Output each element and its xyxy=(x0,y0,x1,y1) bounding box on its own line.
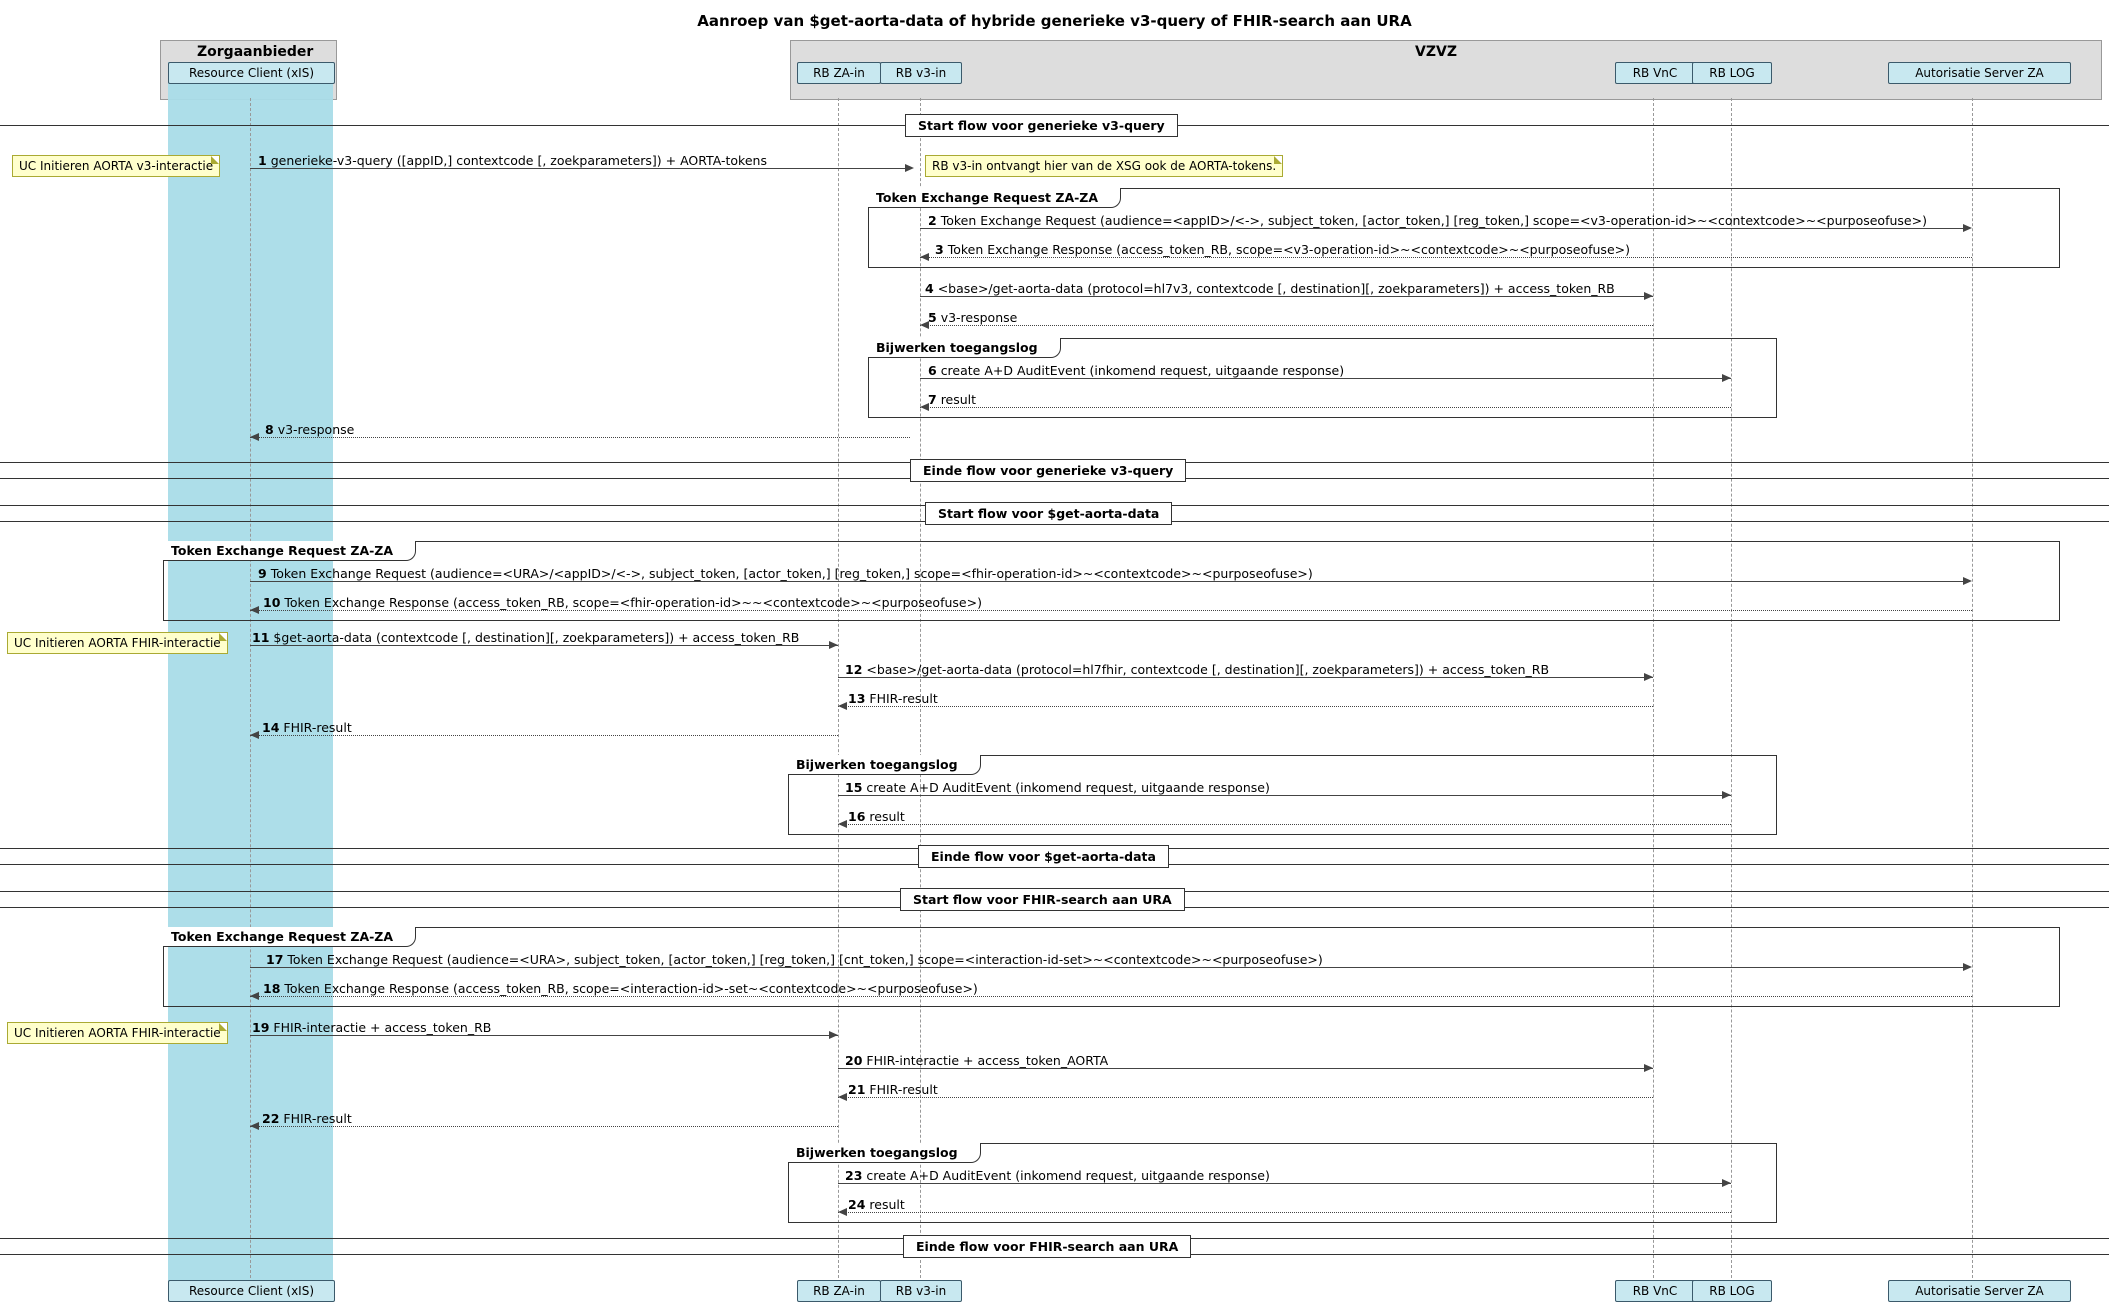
message-19-line xyxy=(250,1035,838,1036)
frame-token-exchange-3-label: Token Exchange Request ZA-ZA xyxy=(163,927,416,947)
message-5-label xyxy=(928,310,1017,325)
message-18-label xyxy=(263,981,978,996)
message-11-text: $get-aorta-data (contextcode [, destination][, zoekparameters]) + access_token_RB xyxy=(273,630,800,645)
message-17-number: 17 xyxy=(266,952,284,967)
message-1-text: generieke-v3-query ([appID,] contextcode [, zoekparameters]) + AORTA-tokens xyxy=(270,153,767,168)
message-16-label xyxy=(848,809,905,824)
divider-start-v3-query: Start flow voor generieke v3-query xyxy=(905,114,1178,137)
message-6-number: 6 xyxy=(928,363,937,378)
message-12-text: <base>/get-aorta-data (protocol=hl7fhir, contextcode [, destination][, zoekparameters]) + access_token_RB xyxy=(866,662,1550,677)
message-16-arrow xyxy=(838,820,847,828)
frame-bijwerken-toegangslog-2-label: Bijwerken toegangslog xyxy=(788,755,981,775)
note-uc-initieren-aorta-fhir-1: UC Initieren AORTA FHIR-interactie xyxy=(7,632,228,654)
message-18-arrow xyxy=(250,992,259,1000)
message-18-line xyxy=(250,996,1972,997)
message-1-number: 1 xyxy=(258,153,267,168)
message-24-number: 24 xyxy=(848,1197,866,1212)
participant-autorisatie-server-za-top[interactable]: Autorisatie Server ZA xyxy=(1888,62,2071,84)
message-24-arrow xyxy=(838,1208,847,1216)
divider-einde-v3-query: Einde flow voor generieke v3-query xyxy=(910,459,1186,482)
message-6-arrow xyxy=(1722,374,1731,382)
message-2-label xyxy=(928,213,1927,228)
message-9-label xyxy=(258,566,1313,581)
message-3-number: 3 xyxy=(935,242,944,257)
message-23-label xyxy=(845,1168,1270,1183)
message-15-label xyxy=(845,780,1270,795)
message-17-line xyxy=(250,967,1964,968)
message-20-text: FHIR-interactie + access_token_AORTA xyxy=(866,1053,1109,1068)
message-15-arrow xyxy=(1722,791,1731,799)
participant-rb-v3-in-bottom[interactable]: RB v3-in xyxy=(880,1280,962,1302)
message-22-text: FHIR-result xyxy=(283,1111,352,1126)
divider-einde-get-aorta-data: Einde flow voor $get-aorta-data xyxy=(918,845,1169,868)
message-14-text: FHIR-result xyxy=(283,720,352,735)
message-24-text: result xyxy=(869,1197,905,1212)
message-20-line xyxy=(838,1068,1653,1069)
message-17-label xyxy=(266,952,1323,967)
message-10-text: Token Exchange Response (access_token_RB, scope=<fhir-operation-id>~~<contextcode>~<purposeofuse>) xyxy=(284,595,982,610)
message-18-number: 18 xyxy=(263,981,281,996)
frame-bijwerken-toegangslog-3-label: Bijwerken toegangslog xyxy=(788,1143,981,1163)
message-4-arrow xyxy=(1644,292,1653,300)
message-16-line xyxy=(838,824,1731,825)
group-label-vzvz: VZVZ xyxy=(1415,44,1457,60)
message-16-text: result xyxy=(869,809,905,824)
message-14-arrow xyxy=(250,731,259,739)
participant-autorisatie-server-za-bottom[interactable]: Autorisatie Server ZA xyxy=(1888,1280,2071,1302)
message-10-arrow xyxy=(250,606,259,614)
frame-token-exchange-1-label: Token Exchange Request ZA-ZA xyxy=(868,188,1121,208)
message-12-arrow xyxy=(1644,673,1653,681)
message-4-line xyxy=(920,296,1653,297)
message-14-label xyxy=(262,720,352,735)
message-11-number: 11 xyxy=(252,630,270,645)
message-21-number: 21 xyxy=(848,1082,866,1097)
message-1-arrow xyxy=(905,164,914,172)
participant-rb-za-in-top[interactable]: RB ZA-in xyxy=(797,62,881,84)
message-13-number: 13 xyxy=(848,691,866,706)
message-7-text: result xyxy=(940,392,977,407)
message-4-number: 4 xyxy=(925,281,934,296)
message-22-line xyxy=(250,1126,838,1127)
message-19-label xyxy=(252,1020,491,1035)
message-10-label xyxy=(263,595,982,610)
message-1-line xyxy=(250,168,910,169)
message-24-line xyxy=(838,1212,1731,1213)
divider-start-get-aorta-data: Start flow voor $get-aorta-data xyxy=(925,502,1172,525)
lifeline-autorisatie-server-za xyxy=(1972,98,1973,1288)
message-15-number: 15 xyxy=(845,780,863,795)
divider-einde-fhir-search: Einde flow voor FHIR-search aan URA xyxy=(903,1235,1191,1258)
message-21-line xyxy=(838,1097,1653,1098)
message-12-label xyxy=(845,662,1549,677)
participant-resource-client-top[interactable]: Resource Client (xIS) xyxy=(168,62,335,84)
note-uc-initieren-aorta-fhir-2: UC Initieren AORTA FHIR-interactie xyxy=(7,1022,228,1044)
message-11-arrow xyxy=(829,641,838,649)
message-9-text: Token Exchange Request (audience=<URA>/<appID>/<->, subject_token, [actor_token,] [reg_token,] scope=<fhir-operation-id>~<contextcode>~<purposeofuse>) xyxy=(270,566,1313,581)
message-11-line xyxy=(250,645,838,646)
message-3-line xyxy=(920,257,1972,258)
message-17-text: Token Exchange Request (audience=<URA>, subject_token, [actor_token,] [reg_token,] [cnt_token,] scope=<interaction-id-set>~<contextcode>~<purposeofuse>) xyxy=(287,952,1323,967)
message-2-arrow xyxy=(1963,224,1972,232)
message-22-label xyxy=(262,1111,352,1126)
participant-rb-za-in-bottom[interactable]: RB ZA-in xyxy=(797,1280,881,1302)
participant-rb-vnc-bottom[interactable]: RB VnC xyxy=(1615,1280,1695,1302)
message-3-arrow xyxy=(920,253,929,261)
message-12-line xyxy=(838,677,1653,678)
message-22-number: 22 xyxy=(262,1111,280,1126)
group-label-zorgaanbieder: Zorgaanbieder xyxy=(197,44,314,60)
message-3-text: Token Exchange Response (access_token_RB, scope=<v3-operation-id>~<contextcode>~<purposeofuse>) xyxy=(947,242,1630,257)
message-18-text: Token Exchange Response (access_token_RB, scope=<interaction-id>-set~<contextcode>~<purposeofuse>) xyxy=(284,981,978,996)
divider-start-fhir-search: Start flow voor FHIR-search aan URA xyxy=(900,888,1185,911)
frame-token-exchange-2-label: Token Exchange Request ZA-ZA xyxy=(163,541,416,561)
message-9-arrow xyxy=(1963,577,1972,585)
message-23-line xyxy=(838,1183,1731,1184)
message-22-arrow xyxy=(250,1122,259,1130)
message-5-line xyxy=(920,325,1653,326)
participant-rb-log-bottom[interactable]: RB LOG xyxy=(1692,1280,1772,1302)
message-15-line xyxy=(838,795,1731,796)
message-4-text: <base>/get-aorta-data (protocol=hl7v3, contextcode [, destination][, zoekparameters]) + access_token_RB xyxy=(937,281,1615,296)
message-14-number: 14 xyxy=(262,720,280,735)
participant-resource-client-bottom[interactable]: Resource Client (xIS) xyxy=(168,1280,335,1302)
message-4-label xyxy=(925,281,1615,296)
message-2-line xyxy=(920,228,1964,229)
message-13-arrow xyxy=(838,702,847,710)
message-6-text: create A+D AuditEvent (inkomend request, uitgaande response) xyxy=(940,363,1345,378)
message-2-number: 2 xyxy=(928,213,937,228)
message-8-label xyxy=(265,422,354,437)
lifeline-resource-client xyxy=(250,98,251,1288)
note-uc-initieren-aorta-v3: UC Initieren AORTA v3-interactie xyxy=(12,155,220,177)
lifeline-rb-vnc xyxy=(1653,98,1654,1288)
message-1-label xyxy=(258,153,767,168)
message-12-number: 12 xyxy=(845,662,863,677)
message-10-line xyxy=(250,610,1972,611)
lifeline-rb-za-in xyxy=(838,98,839,1288)
participant-rb-v3-in-top[interactable]: RB v3-in xyxy=(880,62,962,84)
message-11-label xyxy=(252,630,799,645)
message-5-text: v3-response xyxy=(940,310,1018,325)
message-13-label xyxy=(848,691,938,706)
message-20-arrow xyxy=(1644,1064,1653,1072)
message-19-text: FHIR-interactie + access_token_RB xyxy=(273,1020,492,1035)
participant-rb-vnc-top[interactable]: RB VnC xyxy=(1615,62,1695,84)
frame-bijwerken-toegangslog-1-label: Bijwerken toegangslog xyxy=(868,338,1061,358)
message-10-number: 10 xyxy=(263,595,281,610)
message-7-number: 7 xyxy=(928,392,937,407)
message-8-line xyxy=(250,437,910,438)
message-21-label xyxy=(848,1082,938,1097)
message-16-number: 16 xyxy=(848,809,866,824)
message-8-text: v3-response xyxy=(277,422,355,437)
message-23-text: create A+D AuditEvent (inkomend request, uitgaande response) xyxy=(866,1168,1270,1183)
message-3-label xyxy=(935,242,1630,257)
message-5-number: 5 xyxy=(928,310,937,325)
message-9-line xyxy=(250,581,1964,582)
message-8-arrow xyxy=(250,433,259,441)
message-23-arrow xyxy=(1722,1179,1731,1187)
message-13-line xyxy=(838,706,1653,707)
page-title: Aanroep van $get-aorta-data of hybride generieke v3-query of FHIR-search aan URA xyxy=(697,12,1412,30)
note-rb-v3-in-xsg: RB v3-in ontvangt hier van de XSG ook de AORTA-tokens. xyxy=(925,155,1283,177)
message-17-arrow xyxy=(1963,963,1972,971)
message-20-number: 20 xyxy=(845,1053,863,1068)
message-24-label xyxy=(848,1197,905,1212)
message-9-number: 9 xyxy=(258,566,267,581)
message-13-text: FHIR-result xyxy=(869,691,938,706)
message-6-line xyxy=(920,378,1731,379)
message-2-text: Token Exchange Request (audience=<appID>/<->, subject_token, [actor_token,] [reg_token,] scope=<v3-operation-id>~<contextcode>~<purposeofuse>) xyxy=(940,213,1927,228)
participant-rb-log-top[interactable]: RB LOG xyxy=(1692,62,1772,84)
message-7-line xyxy=(920,407,1731,408)
message-7-label xyxy=(928,392,976,407)
message-6-label xyxy=(928,363,1344,378)
message-21-text: FHIR-result xyxy=(869,1082,938,1097)
message-20-label xyxy=(845,1053,1108,1068)
message-15-text: create A+D AuditEvent (inkomend request, uitgaande response) xyxy=(866,780,1270,795)
message-19-number: 19 xyxy=(252,1020,270,1035)
message-19-arrow xyxy=(829,1031,838,1039)
message-14-line xyxy=(250,735,838,736)
lifeline-rb-log xyxy=(1731,98,1732,1288)
message-21-arrow xyxy=(838,1093,847,1101)
message-8-number: 8 xyxy=(265,422,274,437)
message-23-number: 23 xyxy=(845,1168,863,1183)
